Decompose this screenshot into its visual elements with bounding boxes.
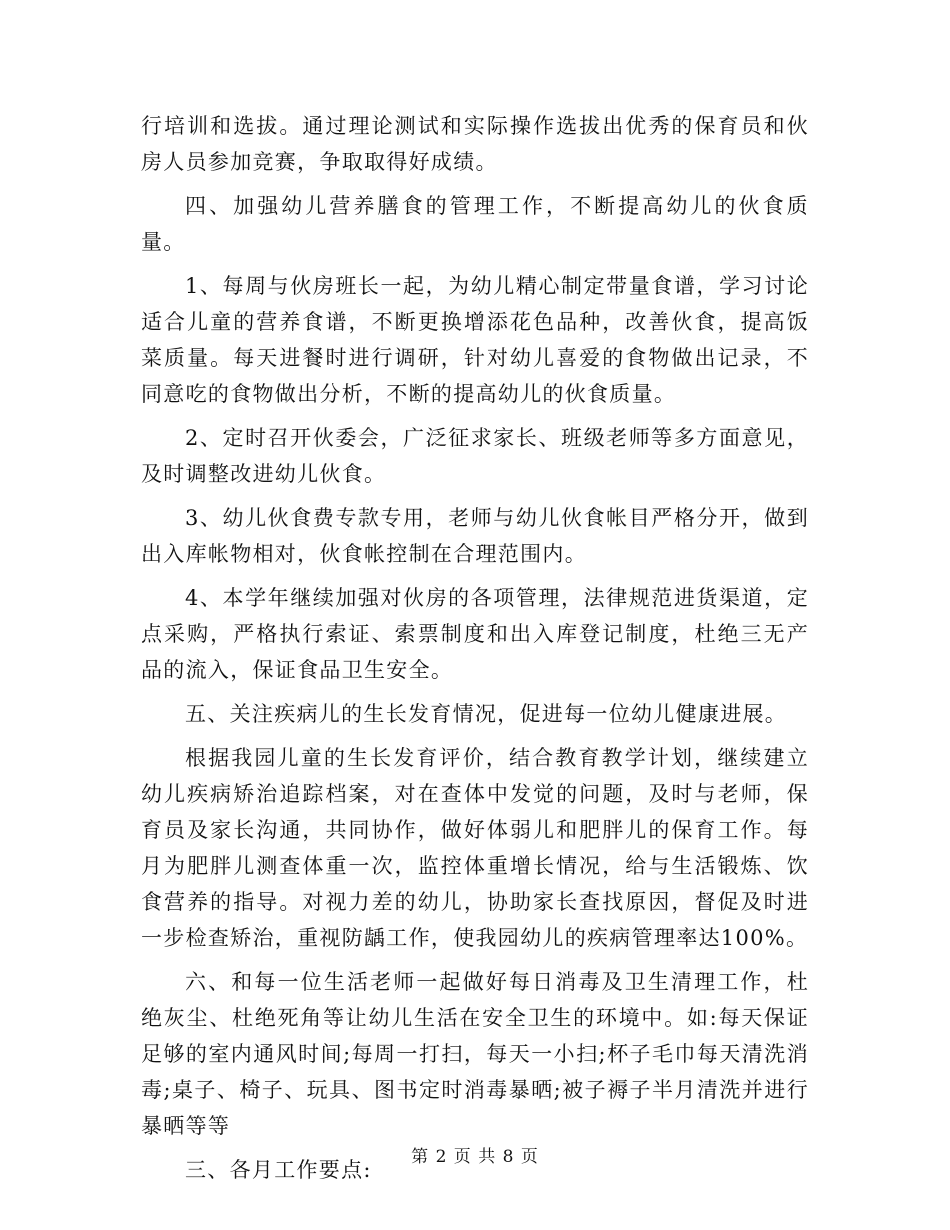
section-heading-nutrition: 四、加强幼儿营养膳食的管理工作，不断提高幼儿的伙食质量。 (141, 194, 809, 254)
section-heading-health: 五、关注疾病儿的生长发育情况，促进每一位幼儿健康进展。 (185, 702, 788, 726)
paragraph-weekly-menu: 1、每周与伙房班长一起，为幼儿精心制定带量食谱，学习讨论适合儿童的营养食谱，不断更换增添花色品种，改善伙食，提高饭菜质量。每天进餐时进行调研，针对幼儿喜爱的食物做出记录，不同意吃的食物做出分析，不断的提高幼儿的伙食质量。 (141, 274, 809, 406)
paragraph-training-continuation: 行培训和选拔。通过理论测试和实际操作选拔出优秀的保育员和伙房人员参加竞赛，争取取得好成绩。 (141, 114, 809, 174)
paragraph-meal-fees: 3、幼儿伙食费专款专用，老师与幼儿伙食帐目严格分开，做到出入库帐物相对，伙食帐控制在合理范围内。 (141, 506, 809, 566)
paragraph-growth-evaluation: 根据我园儿童的生长发育评价，结合教育教学计划，继续建立幼儿疾病矫治追踪档案，对在查体中发觉的问题，及时与老师，保育员及家长沟通，共同协作，做好体弱儿和肥胖儿的保育工作。每月为肥胖儿测查体重一次，监控体重增长情况，给与生活锻炼、饮食营养的指导。对视力差的幼儿，协助家长查找原因，督促及时进一步检查矫治，重视防龋工作，使我园幼儿的疾病管理率达100%。 (141, 746, 809, 950)
document-body (141, 108, 809, 1196)
paragraph-meal-committee: 2、定时召开伙委会，广泛征求家长、班级老师等多方面意见，及时调整改进幼儿伙食。 (141, 426, 809, 486)
page-footer: 第 2 页 共 8 页 (411, 1147, 539, 1167)
section-heading-disinfection: 六、和每一位生活老师一起做好每日消毒及卫生清理工作，杜绝灰尘、杜绝死角等让幼儿生活在安全卫生的环境中。如:每天保证足够的室内通风时间;每周一打扫，每天一小扫;杯子毛巾每天清洗消毒;桌子、椅子、玩具、图书定时消毒暴晒;被子褥子半月清洗并进行暴晒等等 (141, 970, 809, 1138)
section-heading-monthly-points: 三、各月工作要点: (185, 1158, 372, 1182)
paragraph-kitchen-management: 4、本学年继续加强对伙房的各项管理，法律规范进货渠道，定点采购，严格执行索证、索票制度和出入库登记制度，杜绝三无产品的流入，保证食品卫生安全。 (141, 586, 809, 682)
